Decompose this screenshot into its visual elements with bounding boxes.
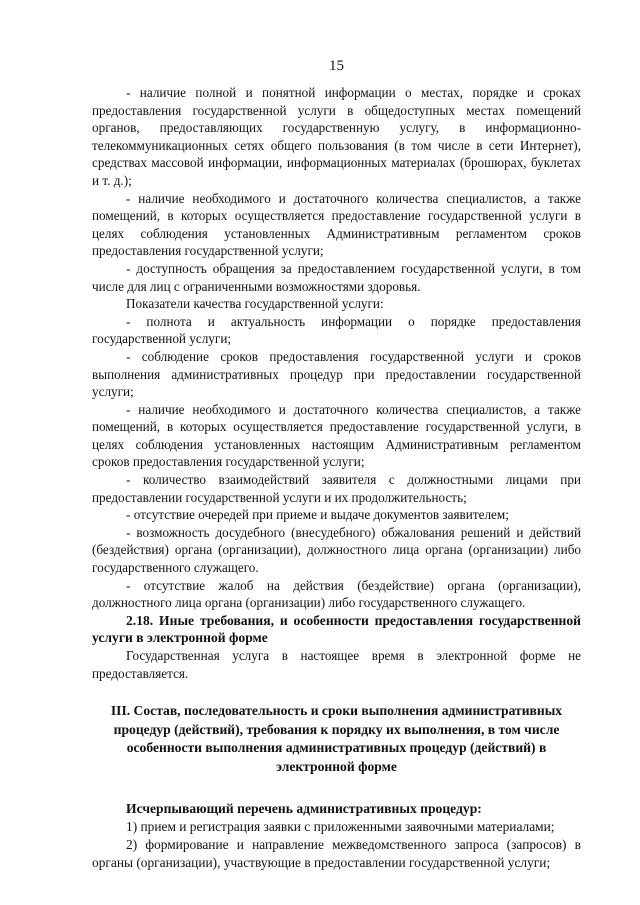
page-number: 15 [329,58,344,74]
section-title: III. Состав, последовательность и сроки выполнения административных процедур (действий), требования к порядку их выполнения, в том числе особенности выполнения административных процедур (действий) в электронной форме [110,703,563,774]
list-heading: Исчерпывающий перечень административных процедур: [126,801,482,817]
paragraph-deadlines: - соблюдение сроков предоставления государственной услуги и сроков выполнения административных процедур при предоставлении государственной услуги; [92,348,581,400]
paragraph-interactions: - количество взаимодействий заявителя с должностными лицами при предоставлении государственной услуги и их продолжительность; [92,472,581,505]
paragraph-quality-indicators: Показатели качества государственной услуги: [126,296,384,312]
paragraph-electronic-form: Государственная услуга в настоящее время в электронной форме не предоставляется. [92,648,581,681]
paragraph-specialists-2: - наличие необходимого и достаточного количества специалистов, а также помещений, в которых осуществляется предоставление государственной услуги, в целях соблюдения установленных настоящим Административным регламентом сроков предоставления государственной услуги; [92,401,581,470]
paragraph-no-complaints: - отсутствие жалоб на действия (бездействие) органа (организации), должностного лица органа (организации) либо государственного служащего. [92,577,581,611]
paragraph-appeal: - возможность досудебного (внесудебного) обжалования решений и действий (бездействия) органа (организации), должностного лица органа (организации) либо государственного служащего. [92,524,581,576]
list-item: 2) формирование и направление межведомственного запроса (запросов) в органы (организации), участвующие в предоставлении государственной услуги; [92,836,581,870]
paragraph-completeness: - полнота и актуальность информации о порядке предоставления государственной услуги; [92,313,581,347]
paragraph-accessibility: - доступность обращения за предоставлением государственной услуги, в том числе для лиц с ограниченными возможностями здоровья. [92,260,581,294]
paragraph-info-availability: - наличие полной и понятной информации о местах, порядке и сроках предоставления государственной услуги в общедоступных местах помещений органов, предоставляющих государственную услугу, в информационно-телекоммуникационных сетях общего пользования (в том числе в сети Интернет), средствах массовой информации, информационных материалах (брошюрах, буклетах и т. д.); [92,85,581,188]
paragraph-specialists: - наличие необходимого и достаточного количества специалистов, а также помещений, в которых осуществляется предоставление государственной услуги в целях соблюдения установленных Административным регламентом сроков предоставления государственной услуги; [92,190,581,259]
list-item: 1) прием и регистрация заявки с приложенными заявочными материалами; [126,818,555,834]
heading-2-18: 2.18. Иные требования, и особенности предоставления государственной услуги в электронной форме [92,612,581,646]
paragraph-no-queues: - отсутствие очередей при приеме и выдаче документов заявителем; [126,507,509,523]
